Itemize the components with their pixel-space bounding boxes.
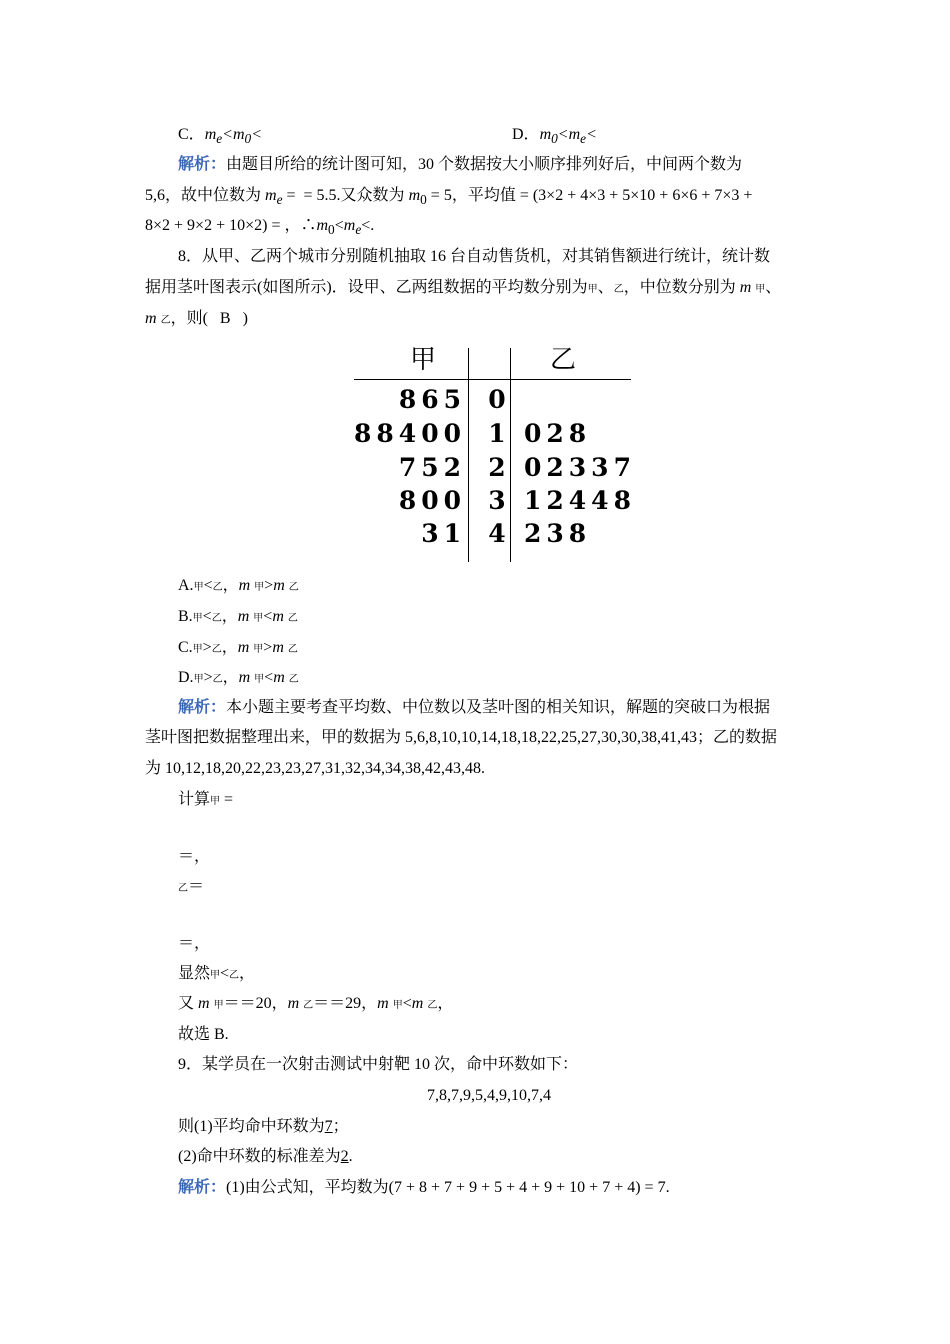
stem-row0: 0: [488, 385, 506, 414]
q9-analysis: 解析：(1)由公式知，平均数为(7 + 8 + 7 + 9 + 5 + 4 + 9 + 10 + 7 + 4) = 7.: [178, 1179, 670, 1196]
analysis-label: 解析：: [178, 699, 227, 716]
analysis7-line2: 5,6，故中位数为 $m_e$ = = 5.5.又众数为 $m_0 = 5$，平均值 = (3×2 + 4×3 + 5×10 + 6×6 + 7×3 +: [145, 187, 753, 208]
calc-jia-result: ＝，: [178, 848, 211, 865]
leaf-left-row3: 800: [398, 486, 466, 515]
stem-row1: 1: [488, 419, 506, 448]
calc-median: 又 m 甲＝＝20，m 乙＝＝29，m 甲<m 乙，: [178, 995, 454, 1012]
option8-d: D.甲>乙，m 甲<m 乙: [178, 669, 299, 686]
leaf-left-row1: 88400: [354, 419, 466, 448]
q8-line3: m 乙，则( B ): [145, 310, 248, 327]
analysis7-line1: 解析：由题目所给的统计图可知，30 个数据按大小顺序排列好后，中间两个数为: [178, 156, 743, 173]
leaf-right-row1: 028: [524, 419, 592, 448]
q9-answer2: (2)命中环数的标准差为2.: [178, 1148, 353, 1165]
leaf-right-row4: 238: [524, 519, 592, 548]
stem-leaf-plot: [354, 345, 636, 565]
analysis-label: 解析：: [178, 1179, 227, 1196]
leaf-right-row3: 12448: [524, 486, 636, 515]
analysis8-line1: 解析：本小题主要考查平均数、中位数以及茎叶图的相关知识，解题的突破口为根据: [178, 699, 771, 716]
leaf-left-row4: 31: [421, 519, 466, 548]
calc-jia-mean: 计算甲 =: [178, 791, 234, 808]
option-c: C．$m_e<m_0<$: [178, 126, 262, 147]
q8-line2: 据用茎叶图表示(如图所示)．设甲、乙两组数据的平均数分别为甲、乙，中位数分别为 m 甲、: [145, 279, 782, 296]
leaf-right-row2: 02337: [524, 453, 636, 482]
left-divider: [468, 348, 469, 562]
option8-a: A.甲<乙，m 甲>m 乙: [178, 577, 299, 594]
analysis-label: 解析：: [178, 156, 227, 173]
header-divider: [354, 379, 631, 380]
analysis8-line3: 为 10,12,18,20,22,23,23,27,31,32,34,34,38,42,43,48.: [145, 760, 486, 777]
header-jia: 甲: [410, 345, 437, 375]
analysis7-line3: 8×2 + 9×2 + 10×2) = ，$\therefore m_0<m_e<$.: [145, 217, 375, 238]
q9-data: 7,8,7,9,5,4,9,10,7,4: [427, 1087, 551, 1104]
q9-line1: 9．某学员在一次射击测试中射靶 10 次，命中环数如下：: [178, 1056, 579, 1073]
stem-row2: 2: [488, 453, 506, 482]
option8-b: B.甲<乙，m 甲<m 乙: [178, 608, 298, 625]
option8-c: C.甲>乙，m 甲>m 乙: [178, 639, 298, 656]
stem-row3: 3: [488, 486, 506, 515]
calc-yi-result: ＝，: [178, 935, 211, 952]
q9-answer1: 则(1)平均命中环数为7；: [178, 1118, 349, 1135]
leaf-left-row2: 752: [398, 453, 466, 482]
leaf-left-row0: 865: [398, 385, 466, 414]
stem-row4: 4: [488, 519, 506, 548]
calc-answer: 故选 B.: [178, 1026, 229, 1043]
calc-yi-mean: 乙＝: [178, 878, 205, 895]
analysis8-line2: 茎叶图把数据整理出来，甲的数据为 5,6,8,10,10,14,18,18,22,25,27,30,30,38,41,43；乙的数据: [145, 729, 778, 746]
calc-compare: 显然甲<乙，: [178, 965, 256, 982]
header-yi: 乙: [550, 345, 577, 375]
option-d: D．$m_0<m_e<$: [512, 126, 597, 147]
q8-line1: 8．从甲、乙两个城市分别随机抽取 16 台自动售货机，对其销售额进行统计，统计数: [178, 248, 771, 265]
